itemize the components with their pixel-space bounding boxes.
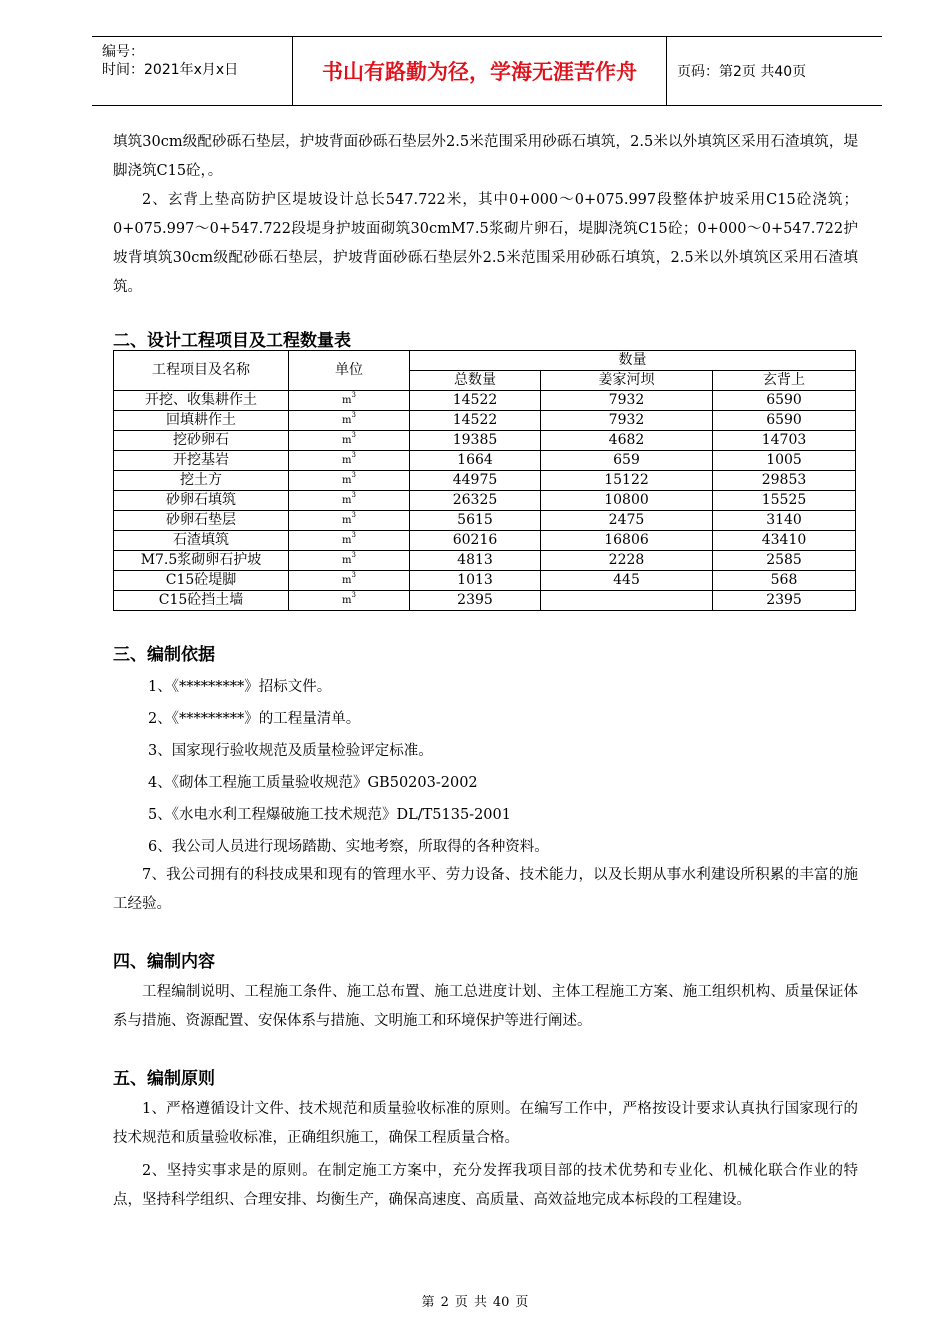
cell-total: 44975 (410, 471, 541, 491)
col-header-xuanbeishang: 玄背上 (713, 371, 856, 391)
table-row (114, 591, 856, 611)
table-row (114, 471, 856, 491)
header-page-info: 页码：第2页 共40页 (677, 64, 807, 80)
table-row (114, 431, 856, 451)
cell-total: 14522 (410, 411, 541, 431)
cell-unit (289, 391, 410, 411)
cell-item-name: 砂卵石垫层 (114, 511, 289, 531)
cell-xuanbeishang: 6590 (713, 411, 856, 431)
cell-unit (289, 571, 410, 591)
cell-unit (289, 471, 410, 491)
cell-total: 60216 (410, 531, 541, 551)
cell-jiangjiahe: 7932 (541, 411, 713, 431)
cell-unit (289, 531, 410, 551)
cell-item-name: 挖土方 (114, 471, 289, 491)
basis-item-2: 2、《*********》的工程量清单。 (148, 711, 361, 727)
cell-total: 2395 (410, 591, 541, 611)
footer-page-number: 2 (440, 1295, 449, 1310)
unit-base: m (342, 455, 352, 466)
cell-jiangjiahe: 2228 (541, 551, 713, 571)
col-header-unit: 单位 (289, 351, 410, 391)
section-2-title: 二、设计工程项目及工程数量表 (113, 331, 351, 351)
basis-item-5: 5、《水电水利工程爆破施工技术规范》DL/T5135-2001 (148, 807, 511, 823)
section-3-title: 三、编制依据 (113, 645, 215, 665)
unit-base: m (342, 535, 352, 546)
cell-total: 26325 (410, 491, 541, 511)
cell-unit (289, 591, 410, 611)
cell-jiangjiahe (541, 591, 713, 611)
section-4-title: 四、编制内容 (113, 952, 215, 972)
table-row (114, 391, 856, 411)
table-row (114, 491, 856, 511)
unit-exponent: 3 (351, 591, 356, 599)
footer-di: 第 (421, 1295, 435, 1310)
cell-total: 1013 (410, 571, 541, 591)
cell-jiangjiahe: 10800 (541, 491, 713, 511)
quantity-table (113, 350, 856, 611)
cell-xuanbeishang: 1005 (713, 451, 856, 471)
page-footer (0, 1291, 950, 1310)
unit-base: m (342, 395, 352, 406)
cell-unit (289, 451, 410, 471)
cell-jiangjiahe: 445 (541, 571, 713, 591)
unit-base: m (342, 515, 352, 526)
unit-base: m (342, 555, 352, 566)
unit-base: m (342, 475, 352, 486)
unit-exponent: 3 (351, 511, 356, 519)
col-header-item: 工程项目及名称 (114, 351, 289, 391)
cell-xuanbeishang: 568 (713, 571, 856, 591)
cell-jiangjiahe: 15122 (541, 471, 713, 491)
unit-exponent: 3 (351, 431, 356, 439)
basis-item-6: 6、我公司人员进行现场踏勘、实地考察，所取得的各种资料。 (148, 839, 549, 855)
unit-base: m (342, 595, 352, 606)
cell-jiangjiahe: 7932 (541, 391, 713, 411)
basis-item-7: 7、我公司拥有的科技成果和现有的管理水平、劳力设备、技术能力，以及长期从事水利建设所积累的丰富的施工经验。 (113, 867, 858, 912)
table-header-row (114, 351, 856, 371)
table-row (114, 531, 856, 551)
unit-exponent: 3 (351, 571, 356, 579)
cell-xuanbeishang: 6590 (713, 391, 856, 411)
footer-total-pages: 40 (492, 1295, 510, 1310)
header-motto: 书山有路勤为径，学海无涯苦作舟 (322, 60, 637, 84)
unit-base: m (342, 415, 352, 426)
unit-exponent: 3 (351, 411, 356, 419)
header-left-cell (92, 37, 293, 105)
unit-base: m (342, 495, 352, 506)
footer-gong: 共 (473, 1295, 487, 1310)
section-4-text: 工程编制说明、工程施工条件、施工总布置、施工总进度计划、主体工程施工方案、施工组织机构、质量保证体系与措施、资源配置、安保体系与措施、文明施工和环境保护等进行阐述。 (113, 984, 858, 1029)
unit-exponent: 3 (351, 471, 356, 479)
intro-paragraph-2: 2、玄背上垫高防护区堤坡设计总长547.722米，其中0+000～0+075.997段整体护坡采用C15砼浇筑；0+075.997～0+547.722段堤身护坡面砌筑30cmM7.5浆砌片卵石，堤脚浇筑C15砼；0+000～0+547.722护坡背填筑30cm级配砂砾石垫层，护坡背面砂砾石垫层外2.5米范围采用砂砾石填筑，2.5米以外填筑区采用石渣填筑。 (113, 192, 858, 295)
cell-unit (289, 551, 410, 571)
cell-item-name: C15砼堤脚 (114, 571, 289, 591)
intro-paragraph-1: 填筑30cm级配砂砾石垫层，护坡背面砂砾石垫层外2.5米范围采用砂砾石填筑，2.5米以外填筑区采用石渣填筑，堤脚浇筑C15砼，。 (113, 134, 858, 179)
cell-xuanbeishang: 2395 (713, 591, 856, 611)
section-5-title: 五、编制原则 (113, 1069, 215, 1089)
cell-jiangjiahe: 659 (541, 451, 713, 471)
cell-unit (289, 431, 410, 451)
cell-xuanbeishang: 29853 (713, 471, 856, 491)
page-header (92, 36, 882, 106)
header-number-label: 编号： (102, 44, 144, 60)
cell-item-name: 砂卵石填筑 (114, 491, 289, 511)
basis-item-3: 3、国家现行验收规范及质量检验评定标准。 (148, 743, 433, 759)
principle-paragraph-2: 2、坚持实事求是的原则。在制定施工方案中，充分发挥我项目部的技术优势和专业化、机械化联合作业的特点，坚持科学组织、合理安排、均衡生产，确保高速度、高质量、高效益地完成本标段的工程建设。 (113, 1163, 858, 1208)
footer-ye-2: 页 (515, 1295, 529, 1310)
principle-paragraph-1: 1、严格遵循设计文件、技术规范和质量验收标准的原则。在编写工作中，严格按设计要求认真执行国家现行的技术规范和质量验收标准，正确组织施工，确保工程质量合格。 (113, 1101, 858, 1146)
header-motto-cell (293, 37, 667, 105)
cell-xuanbeishang: 15525 (713, 491, 856, 511)
header-date: 时间：2021年x月x日 (102, 62, 239, 78)
cell-unit (289, 511, 410, 531)
cell-xuanbeishang: 43410 (713, 531, 856, 551)
footer-ye: 页 (454, 1295, 468, 1310)
unit-exponent: 3 (351, 531, 356, 539)
unit-exponent: 3 (351, 391, 356, 399)
cell-xuanbeishang: 14703 (713, 431, 856, 451)
cell-unit (289, 491, 410, 511)
unit-exponent: 3 (351, 451, 356, 459)
table-row (114, 571, 856, 591)
table-row (114, 511, 856, 531)
cell-jiangjiahe: 16806 (541, 531, 713, 551)
cell-xuanbeishang: 3140 (713, 511, 856, 531)
cell-xuanbeishang: 2585 (713, 551, 856, 571)
unit-base: m (342, 435, 352, 446)
unit-exponent: 3 (351, 491, 356, 499)
col-header-quantity: 数量 (410, 351, 856, 371)
cell-item-name: 回填耕作土 (114, 411, 289, 431)
table-row (114, 411, 856, 431)
cell-total: 5615 (410, 511, 541, 531)
cell-unit (289, 411, 410, 431)
basis-item-4: 4、《砌体工程施工质量验收规范》GB50203-2002 (148, 775, 478, 791)
cell-item-name: 开挖基岩 (114, 451, 289, 471)
cell-total: 14522 (410, 391, 541, 411)
table-row (114, 451, 856, 471)
col-header-jiangjiahe: 姜家河坝 (541, 371, 713, 391)
basis-item-1: 1、《*********》招标文件。 (148, 679, 332, 695)
cell-total: 1664 (410, 451, 541, 471)
cell-item-name: C15砼挡土墙 (114, 591, 289, 611)
cell-item-name: 石渣填筑 (114, 531, 289, 551)
header-page-cell (667, 37, 882, 105)
cell-total: 4813 (410, 551, 541, 571)
cell-jiangjiahe: 2475 (541, 511, 713, 531)
cell-item-name: M7.5浆砌卵石护坡 (114, 551, 289, 571)
cell-item-name: 挖砂卵石 (114, 431, 289, 451)
unit-exponent: 3 (351, 551, 356, 559)
cell-total: 19385 (410, 431, 541, 451)
unit-base: m (342, 575, 352, 586)
col-header-total: 总数量 (410, 371, 541, 391)
table-row (114, 551, 856, 571)
cell-item-name: 开挖、收集耕作土 (114, 391, 289, 411)
cell-jiangjiahe: 4682 (541, 431, 713, 451)
